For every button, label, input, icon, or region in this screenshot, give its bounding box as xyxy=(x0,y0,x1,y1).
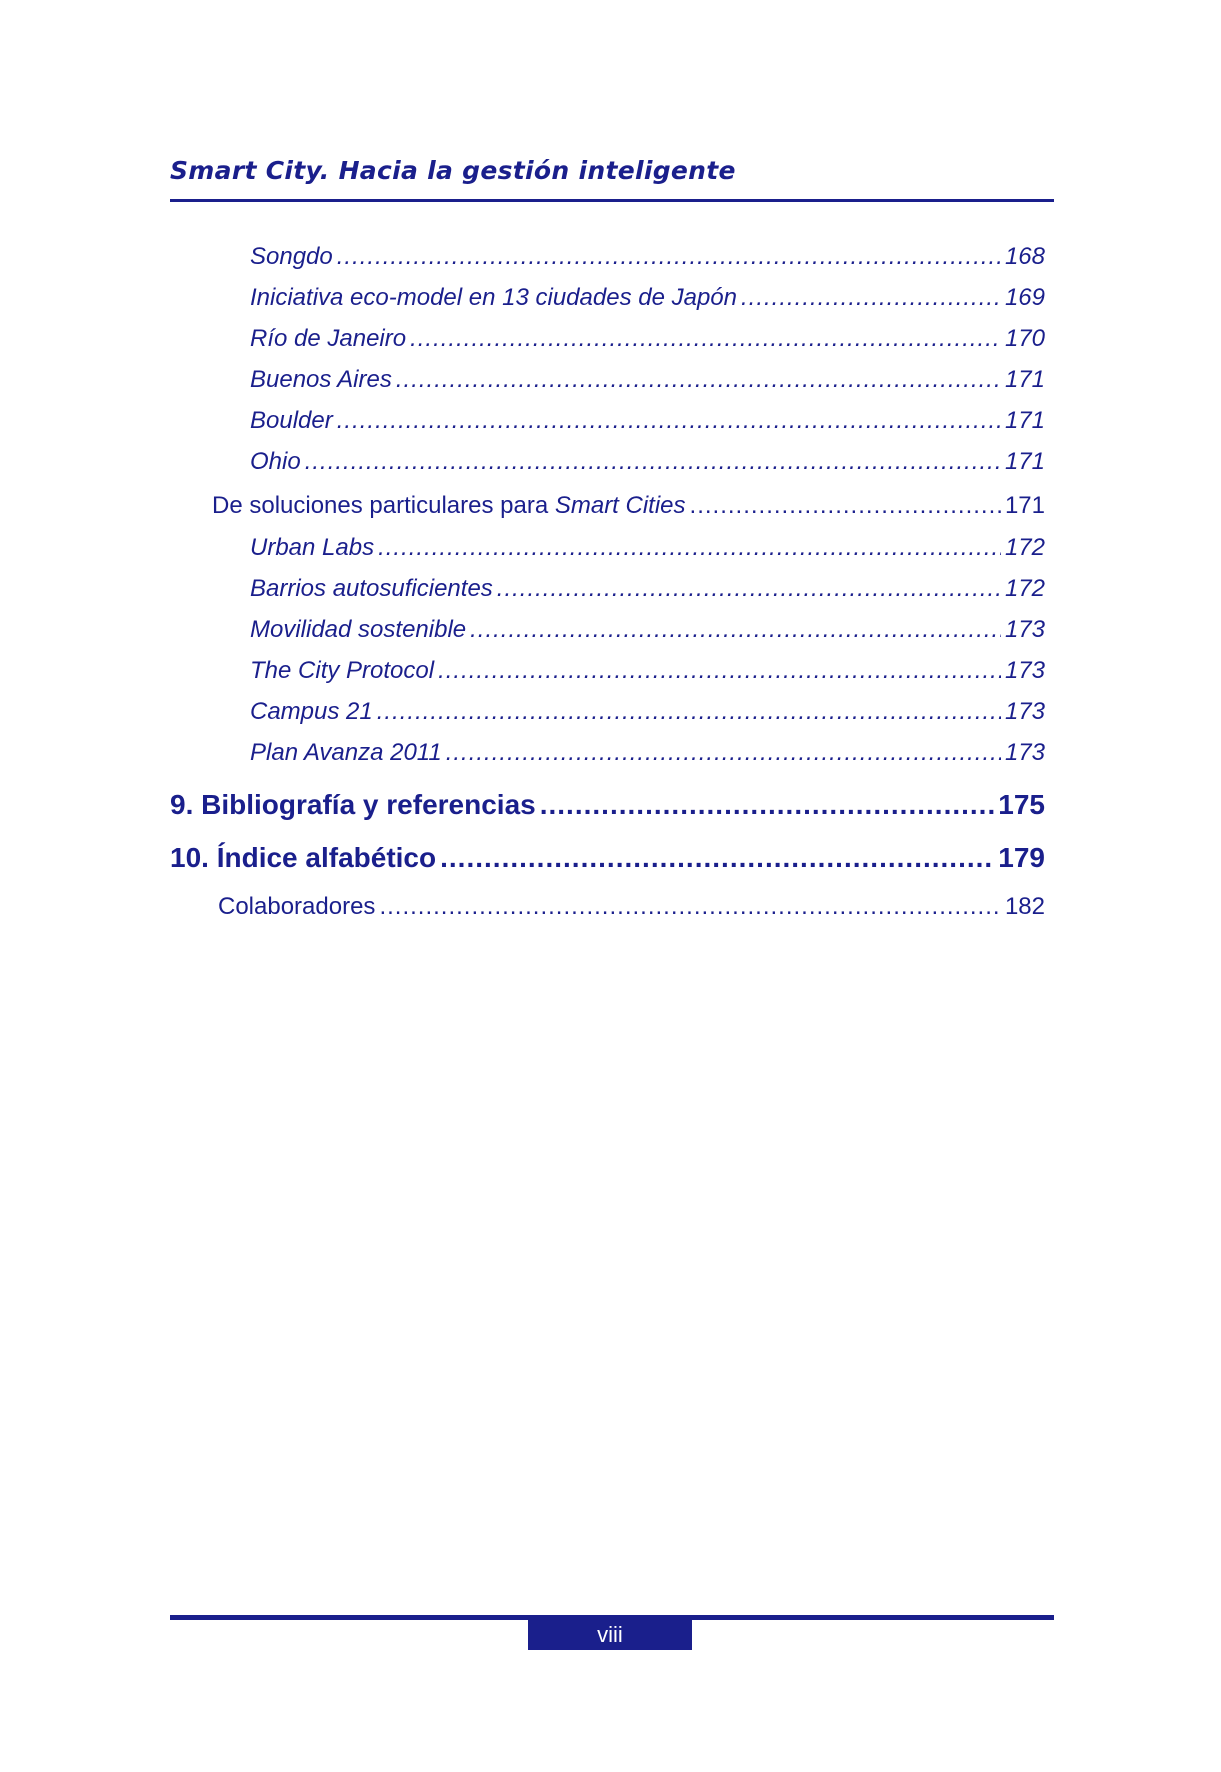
toc-entry-page: 170 xyxy=(1004,325,1045,352)
dot-leader xyxy=(337,407,1001,435)
toc-entry-title: 9. Bibliografía y referencias xyxy=(170,789,536,820)
toc-entry-title: Ohio xyxy=(250,448,301,475)
dot-leader xyxy=(438,657,1001,685)
dot-leader xyxy=(377,698,1001,726)
toc-entry[interactable] xyxy=(250,616,1045,644)
toc-entry-title: Plan Avanza 2011 xyxy=(250,739,442,766)
toc-entry[interactable] xyxy=(212,492,1045,520)
header-rule xyxy=(170,199,1054,202)
running-head-title: Smart City. Hacia la gestión inteligente xyxy=(170,156,736,185)
toc-entry-page: 179 xyxy=(998,842,1045,873)
toc-entry-title-plain: De soluciones particulares para xyxy=(212,492,555,519)
toc-entry[interactable] xyxy=(250,739,1045,767)
toc-entry[interactable] xyxy=(250,366,1045,394)
toc-entry[interactable] xyxy=(250,657,1045,685)
page-number: viii xyxy=(528,1620,692,1650)
dot-leader xyxy=(396,366,1001,394)
dot-leader xyxy=(470,616,1001,644)
toc-entry[interactable] xyxy=(218,893,1045,921)
toc-entry-title: The City Protocol xyxy=(250,657,435,684)
toc-entry-title xyxy=(212,492,686,520)
toc-entry-page: 173 xyxy=(1004,657,1045,684)
dot-leader xyxy=(305,448,1001,476)
dot-leader xyxy=(741,284,1001,312)
toc-entry-title: Campus 21 xyxy=(250,698,373,725)
dot-leader xyxy=(446,739,1001,767)
toc-entry-page: 173 xyxy=(1004,739,1045,766)
toc-entry-title: Barrios autosuficientes xyxy=(250,575,493,602)
toc-entry[interactable] xyxy=(250,698,1045,726)
dot-leader xyxy=(378,534,1001,562)
toc-entry-page: 182 xyxy=(1004,893,1045,920)
toc-entry[interactable] xyxy=(250,575,1045,603)
dot-leader xyxy=(497,575,1001,603)
toc-entry[interactable] xyxy=(250,448,1045,476)
dot-leader xyxy=(690,492,1001,520)
toc-chapter-entry[interactable] xyxy=(170,789,1045,821)
toc-entry-page: 169 xyxy=(1004,284,1045,311)
toc-entry-page: 171 xyxy=(1004,366,1045,393)
toc-entry-page: 173 xyxy=(1004,616,1045,643)
toc-entry-page: 171 xyxy=(1004,448,1045,475)
toc-entry-title: Movilidad sostenible xyxy=(250,616,467,643)
toc-entry-title: 10. Índice alfabético xyxy=(170,842,437,873)
toc-entry-title: Songdo xyxy=(250,243,333,270)
toc-entry[interactable] xyxy=(250,325,1045,353)
toc-entry[interactable] xyxy=(250,284,1045,312)
toc-entry-page: 172 xyxy=(1004,534,1045,561)
toc-entry[interactable] xyxy=(250,534,1045,562)
toc-entry-title: Urban Labs xyxy=(250,534,375,561)
toc-entry-title-italic: Smart Cities xyxy=(554,492,686,519)
toc-chapter-entry[interactable] xyxy=(170,842,1045,874)
dot-leader xyxy=(540,789,995,821)
toc-entry-page: 175 xyxy=(998,789,1045,820)
toc-entry-page: 172 xyxy=(1004,575,1045,602)
toc-entry[interactable] xyxy=(250,407,1045,435)
toc-entry-page: 173 xyxy=(1004,698,1045,725)
dot-leader xyxy=(410,325,1001,353)
dot-leader xyxy=(440,842,994,874)
toc-entry-page: 171 xyxy=(1004,492,1045,519)
toc-entry[interactable] xyxy=(250,243,1045,271)
dot-leader xyxy=(379,893,1001,921)
toc-entry-title: Boulder xyxy=(250,407,333,434)
dot-leader xyxy=(337,243,1001,271)
toc-entry-title: Buenos Aires xyxy=(250,366,392,393)
toc-entry-title: Río de Janeiro xyxy=(250,325,407,352)
toc-entry-title: Colaboradores xyxy=(218,893,376,920)
toc-entry-title: Iniciativa eco-model en 13 ciudades de Japón xyxy=(250,284,737,311)
toc-entry-page: 171 xyxy=(1004,407,1045,434)
toc-entry-page: 168 xyxy=(1004,243,1045,270)
